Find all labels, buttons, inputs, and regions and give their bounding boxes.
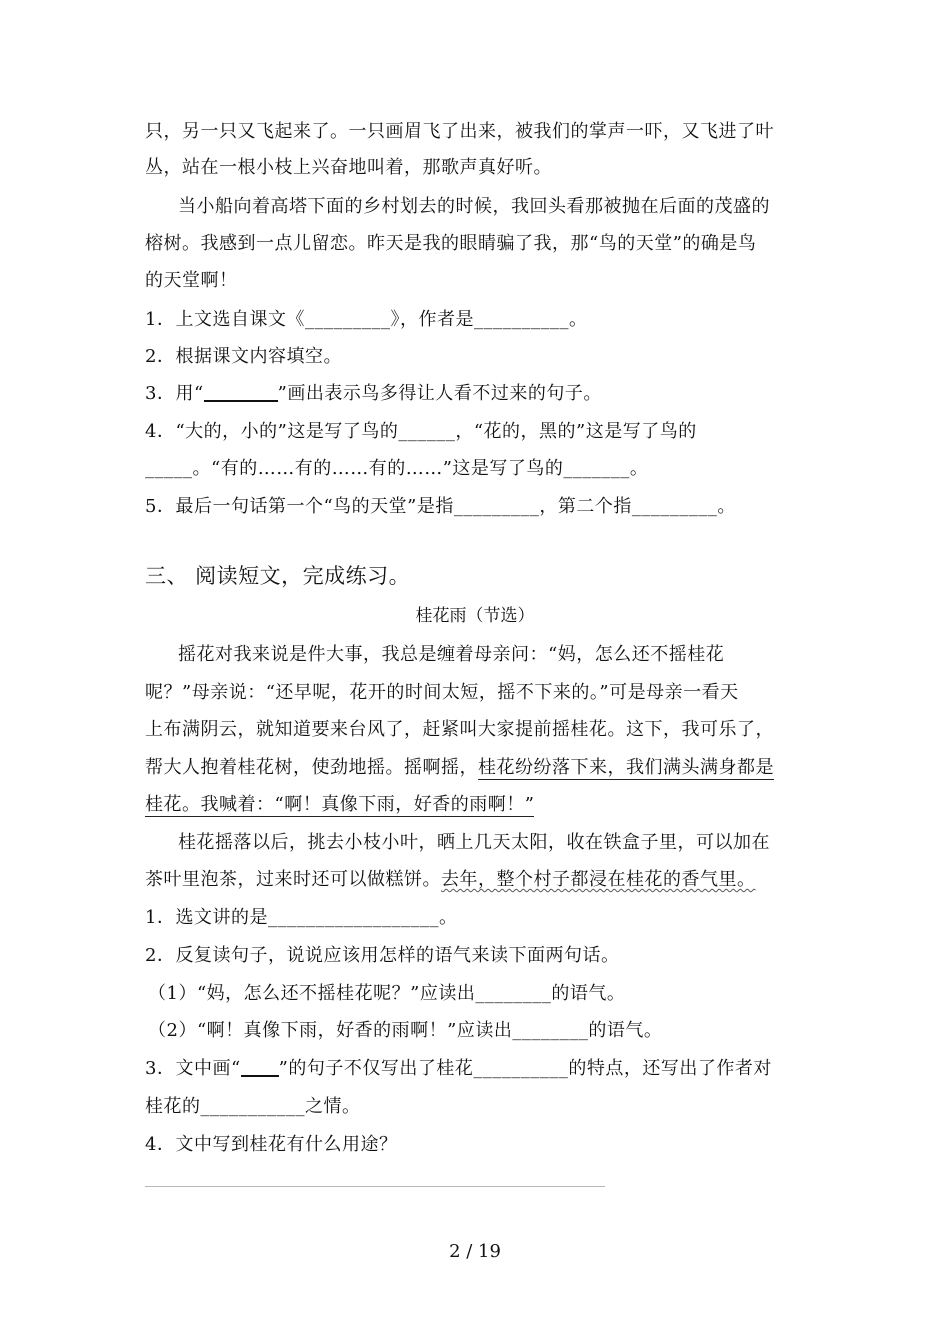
question-3-suffix: ”画出表示鸟多得让人看不过来的句子。 [277, 383, 602, 404]
passage-line: 桂花摇落以后，挑去小枝小叶，晒上几天太阳，收在铁盒子里，可以加在 [178, 832, 770, 853]
passage-line [145, 793, 534, 817]
passage-line: 榕树。我感到一点儿留恋。昨天是我的眼睛骗了我，那“鸟的天堂”的确是鸟 [145, 233, 757, 254]
passage-line: 当小船向着高塔下面的乡村划去的时候，我回头看那被抛在后面的茂盛的 [178, 196, 770, 217]
question-2: 2．反复读句子，说说应该用怎样的语气来读下面两句话。 [145, 945, 620, 966]
underlined-sentence: 桂花。我喊着：“啊！真像下雨，好香的雨啊！” [145, 794, 535, 815]
passage-line: 摇花对我来说是件大事，我总是缠着母亲问：“妈，怎么还不摇桂花 [178, 644, 725, 665]
passage-line: 只，另一只又飞起来了。一只画眉飞了出来，被我们的掌声一吓，又飞进了叶 [145, 121, 774, 142]
question-3-prefix: 3．用“ [145, 383, 204, 404]
question-2-sub-1: （1）“妈，怎么还不摇桂花呢？”应读出________的语气。 [148, 983, 626, 1004]
passage-line: 丛，站在一根小枝上兴奋地叫着，那歌声真好听。 [145, 157, 552, 178]
question-1: 1．上文选自课文《_________》，作者是__________。 [145, 309, 588, 330]
passage-title: 桂花雨（节选） [415, 606, 535, 626]
passage-line [145, 756, 774, 780]
passage-line: 的天堂啊！ [145, 270, 238, 291]
answer-line [145, 1186, 605, 1187]
underline-sample [204, 386, 278, 402]
plain-text: 帮大人抱着桂花树，使劲地摇。摇啊摇， [145, 757, 478, 778]
page-number: 2 / 19 [449, 1241, 501, 1262]
section-heading: 三、 阅读短文，完成练习。 [145, 564, 411, 588]
question-4-cont: _____。“有的……有的……有的……”这是写了鸟的_______。 [145, 458, 649, 479]
passage-line: 上布满阴云，就知道要来台风了，赶紧叫大家提前摇桂花。这下，我可乐了， [145, 719, 774, 740]
question-4: 4．“大的，小的”这是写了鸟的______，“花的，黑的”这是写了鸟的 [145, 421, 697, 442]
question-2-sub-2: （2）“啊！真像下雨，好香的雨啊！”应读出________的语气。 [148, 1020, 663, 1041]
question-3-prefix: 3．文中画“ [145, 1058, 241, 1079]
question-3-cont: 桂花的___________之情。 [145, 1096, 361, 1117]
question-5: 5．最后一句话第一个“鸟的天堂”是指_________，第二个指_________。 [145, 496, 736, 517]
question-4: 4．文中写到桂花有什么用途？ [145, 1134, 398, 1155]
question-3 [145, 382, 602, 406]
passage-line: 呢？”母亲说：“还早呢，花开的时间太短，摇不下来的。”可是母亲一看天 [145, 682, 739, 703]
question-3 [145, 1057, 772, 1081]
wavy-underlined-sentence: 去年，整个村子都浸在桂花的香气里。 [441, 869, 756, 890]
underline-sample [241, 1061, 279, 1077]
question-3-suffix: ”的句子不仅写出了桂花__________的特点，还写出了作者对 [278, 1058, 772, 1079]
underlined-sentence: 桂花纷纷落下来，我们满头满身都是 [478, 757, 774, 778]
question-1: 1．选文讲的是__________________。 [145, 907, 458, 928]
plain-text: 茶叶里泡茶，过来时还可以做糕饼。 [145, 869, 441, 890]
passage-line [145, 868, 756, 892]
question-2: 2．根据课文内容填空。 [145, 346, 342, 367]
